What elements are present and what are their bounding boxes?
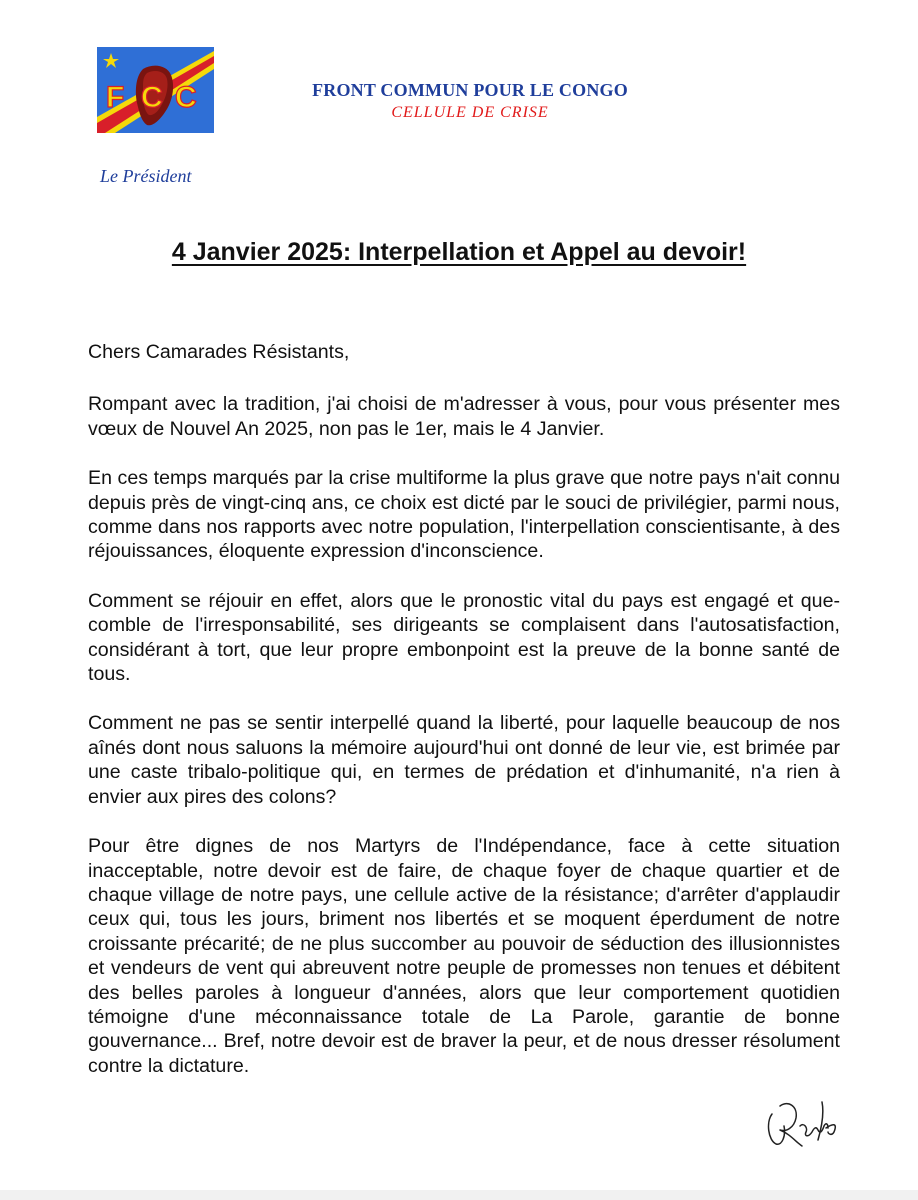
handwritten-signature	[762, 1092, 844, 1156]
document-title: 4 Janvier 2025: Interpellation et Appel au devoir!	[171, 238, 747, 266]
svg-text:C: C	[175, 81, 197, 114]
paragraph-4: Comment ne pas se sentir interpellé quand la liberté, pour laquelle beaucoup de nos aînés dont nous saluons la mémoire aujourd'hui ont donné de leur vie, est brimée par une caste tribalo-politique qui, en termes de prédation et d'inhumanité, n'a rien à envier aux pires des colons?	[88, 712, 840, 808]
svg-text:C: C	[141, 81, 163, 114]
paragraph-5: Pour être dignes de nos Martyrs de l'Indépendance, face à cette situation inacceptable, notre devoir est de faire, de chaque foyer de chaque quartier et de chaque village de notre pays, une cellule active de la résistance; d'arrêter d'applaudir ceux qui, tous les jours, briment nos libertés et se moquent éperdument de notre croissante précarité; de ne plus succomber au pouvoir de séduction des illusionnistes et vendeurs de vent qui abreuvent notre peuple de promesses non tenues et débitent des belles paroles à longueur d'années, alors que leur comportement quotidien témoigne d'une méconnaissance totale de La Parole, garantie de bonne gouvernance... Bref, notre devoir est de braver la peur, et de nous dresser résolument contre la dictature.	[88, 835, 840, 1077]
svg-text:F: F	[106, 81, 125, 114]
paragraph-1: Rompant avec la tradition, j'ai choisi de m'adresser à vous, pour vous présenter mes vœux de Nouvel An 2025, non pas le 1er, mais le 4 Janvier.	[88, 393, 840, 440]
greeting: Chers Camarades Résistants,	[88, 341, 350, 363]
signatory-title: Le Président	[100, 166, 192, 186]
organization-name: FRONT COMMUN POUR LE CONGO	[312, 80, 628, 100]
organization-subtitle: CELLULE DE CRISE	[391, 104, 549, 121]
letter-body	[88, 340, 840, 1103]
paragraph-3: Comment se réjouir en effet, alors que le pronostic vital du pays est engagé et que-comble de l'irresponsabilité, ses dirigeants se complaisent dans l'autosatisfaction, considérant à tort, que leur propre embonpoint est la preuve de la bonne santé de tous.	[88, 589, 840, 686]
fcc-logo	[97, 47, 214, 133]
paragraph-2: En ces temps marqués par la crise multiforme la plus grave que notre pays n'ait connu depuis près de vingt-cinq ans, ce choix est dicté par le souci de privilégier, parmi nous, comme dans nos rapports avec notre population, l'interpellation conscientisante, à des réjouissances, éloquente expression d'inconscience.	[88, 467, 840, 563]
